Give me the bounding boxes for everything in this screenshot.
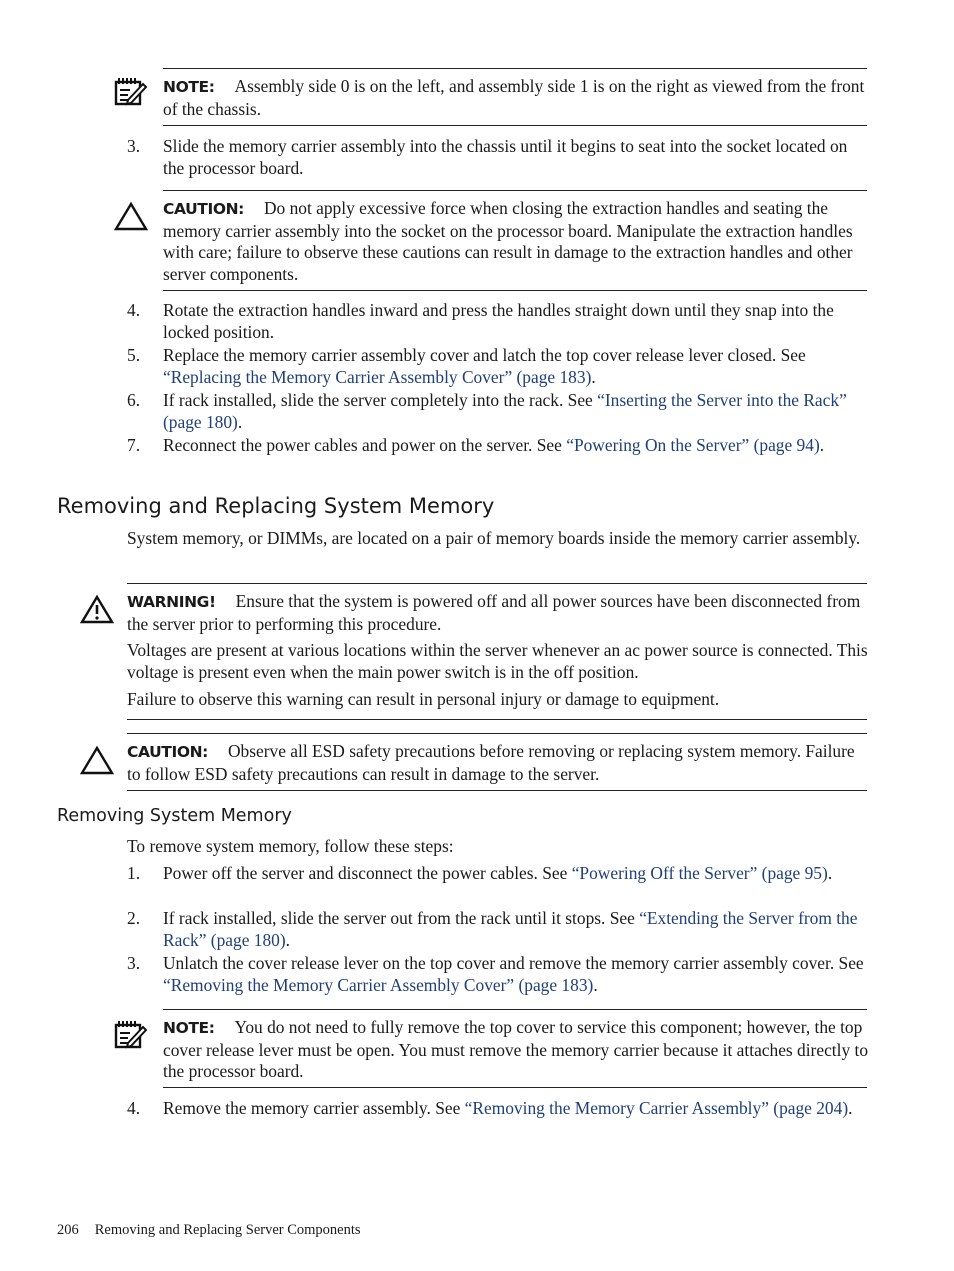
cross-reference-link[interactable]: “Extending the Server from the Rack” (page 180)	[163, 908, 858, 950]
list-text-body: If rack installed, slide the server out from the rack until it stops. See	[163, 908, 640, 928]
list-text	[163, 390, 869, 433]
warning-block	[127, 591, 869, 635]
list-text-end: .	[827, 863, 833, 883]
list-text-body: Remove the memory carrier assembly. See	[163, 1098, 465, 1118]
warning-triangle-icon	[80, 594, 114, 624]
note-text: You do not need to fully remove the top cover to service this component; however, the top cover release lever must be open. You must remove the memory carrier because it attaches directly to the processor board.	[163, 1017, 869, 1081]
warning-label: WARNING!	[127, 593, 216, 611]
list-text	[163, 345, 869, 388]
page-footer	[57, 1222, 361, 1239]
caution-block	[163, 198, 869, 285]
list-number: 5.	[127, 345, 141, 365]
list-number: 2.	[127, 908, 141, 928]
list-text-body: Replace the memory carrier assembly cover and latch the top cover release lever closed. See	[163, 345, 806, 365]
list-text-end: .	[819, 435, 825, 455]
note-top-rule	[163, 68, 867, 69]
note-label: NOTE:	[163, 1019, 215, 1037]
list-text-end: .	[848, 1098, 853, 1118]
cross-reference-link[interactable]: “Inserting the Server into the Rack” (page 180)	[163, 390, 847, 432]
warning-text: Ensure that the system is powered off and all power sources have been disconnected from the server prior to performing this procedure.	[127, 591, 861, 634]
list-text	[163, 300, 869, 343]
cross-reference-link[interactable]: “Powering On the Server” (page 94)	[566, 435, 820, 455]
cross-reference-link[interactable]: “Replacing the Memory Carrier Assembly Cover” (page 183)	[163, 366, 592, 387]
list-text	[163, 953, 869, 996]
caution-label: CAUTION:	[127, 743, 208, 761]
list-text	[163, 863, 843, 885]
list-text-body: Power off the server and disconnect the power cables. See	[163, 863, 572, 883]
warning-paragraph: Failure to observe this warning can result in personal injury or damage to equipment.	[127, 689, 720, 709]
cross-reference-link[interactable]: “Removing the Memory Carrier Assembly Cover” (page 183)	[163, 974, 594, 995]
caution-triangle-icon	[114, 201, 148, 231]
note-pencil-icon	[114, 1019, 148, 1049]
note-pencil-icon	[114, 76, 148, 106]
caution-block	[127, 741, 869, 785]
section-intro: System memory, or DIMMs, are located on a pair of memory boards inside the memory carrier assembly.	[127, 528, 861, 548]
note-text: Assembly side 0 is on the left, and assembly side 1 is on the right as viewed from the front of the chassis.	[163, 76, 865, 119]
list-text-end: .	[237, 411, 243, 432]
caution-top-rule	[163, 190, 867, 191]
list-number: 6.	[127, 390, 141, 410]
list-number: 4.	[127, 300, 141, 320]
caution-bottom-rule	[127, 790, 867, 791]
warning-top-rule	[127, 583, 867, 584]
cross-reference-link[interactable]: “Removing the Memory Carrier Assembly” (page 204)	[464, 1098, 849, 1118]
caution-label: CAUTION:	[163, 200, 244, 218]
list-text-end: .	[593, 974, 598, 995]
list-number: 3.	[127, 136, 141, 156]
list-text-body: If rack installed, slide the server completely into the rack. See	[163, 390, 598, 410]
list-text	[163, 435, 843, 457]
note-label: NOTE:	[163, 78, 215, 96]
cross-reference-link[interactable]: “Powering Off the Server” (page 95)	[571, 863, 828, 883]
note-bottom-rule	[163, 1087, 867, 1088]
section-heading: Removing and Replacing System Memory	[57, 494, 495, 518]
list-text-body: Rotate the extraction handles inward and press the handles straight down until they snap into the locked position.	[163, 300, 834, 342]
list-text-body: Reconnect the power cables and power on the server. See	[163, 435, 567, 455]
caution-bottom-rule	[163, 290, 867, 291]
list-number: 7.	[127, 435, 141, 455]
note-bottom-rule	[163, 125, 867, 126]
list-text-end: .	[591, 366, 596, 387]
list-number: 3.	[127, 953, 141, 973]
list-text-body: Unlatch the cover release lever on the top cover and remove the memory carrier assembly cover. See	[163, 953, 864, 973]
note-top-rule	[163, 1009, 867, 1010]
list-number: 1.	[127, 863, 141, 883]
caution-text: Do not apply excessive force when closing the extraction handles and seating the memory carrier assembly into the socket on the processor board. Manipulate the extraction handles with care; failure to observe these cautions can result in damage to the extraction handles and other server components.	[163, 198, 853, 284]
list-number: 4.	[127, 1098, 141, 1118]
caution-top-rule	[127, 733, 867, 734]
list-text-end: .	[285, 929, 291, 950]
subsection-heading: Removing System Memory	[57, 806, 292, 826]
page-number: 206	[57, 1222, 79, 1238]
list-text	[163, 1098, 853, 1120]
warning-paragraph: Voltages are present at various locations within the server whenever an ac power source is connected. This voltage is present even when the main power switch is in the off position.	[127, 640, 868, 682]
subsection-intro: To remove system memory, follow these steps:	[127, 836, 454, 856]
chapter-title: Removing and Replacing Server Components	[94, 1222, 361, 1238]
note-block	[163, 76, 869, 120]
warning-bottom-rule	[127, 719, 867, 720]
note-block	[163, 1017, 869, 1083]
caution-text: Observe all ESD safety precautions before removing or replacing system memory. Failure to follow ESD safety precautions can result in damage to the server.	[127, 741, 855, 784]
list-text	[163, 908, 869, 951]
caution-triangle-icon	[80, 745, 114, 775]
list-text: Slide the memory carrier assembly into the chassis until it begins to seat into the socket located on the processor board.	[163, 136, 848, 178]
